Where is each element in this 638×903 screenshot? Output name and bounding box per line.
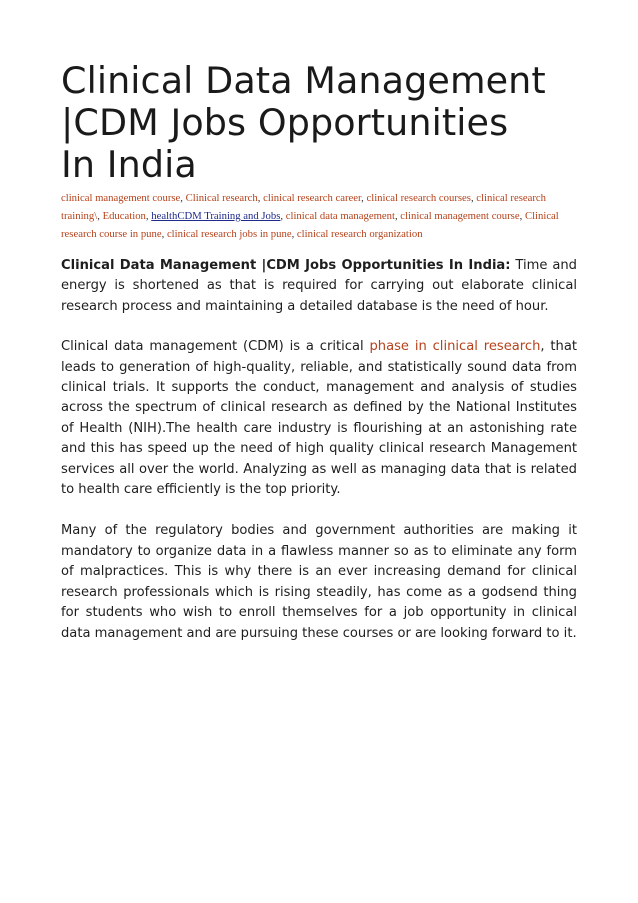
- cdm-paragraph: [61, 337, 577, 500]
- tag-link[interactable]: clinical research courses: [366, 192, 471, 204]
- tag-separator: ,: [257, 192, 264, 204]
- phase-in-clinical-research-link[interactable]: phase in clinical research: [369, 339, 541, 355]
- intro-heading: Clinical Data Management |CDM Jobs Opportunities In India:: [61, 258, 511, 273]
- tag-link[interactable]: clinical management course: [61, 192, 181, 204]
- tag-separator: ,: [180, 192, 186, 204]
- cdm-text-after: , that leads to generation of high-quality, reliable, and statistically sound data from clinical trials. It supports the conduct, management and analysis of studies across the spectrum of clinical research as defined by the National Institutes of Health (NIH).The health care industry is flourishing at an astonishing rate and this has speed up the need of high quality clinical research Management services all over the world. Analyzing as well as managing data that is related to health care efficiently is the top priority.: [61, 339, 577, 498]
- tag-link[interactable]: clinical management course: [400, 210, 520, 222]
- tag-link[interactable]: clinical data management: [285, 210, 395, 222]
- tag-link[interactable]: healthCDM Training and Jobs: [151, 210, 281, 222]
- cdm-text-before: Clinical data management (CDM) is a critical: [61, 339, 370, 355]
- tag-separator: ,: [470, 192, 477, 204]
- tag-separator: ,: [145, 210, 152, 222]
- regulatory-paragraph: Many of the regulatory bodies and government authorities are making it mandatory to organize data in a flawless manner so as to eliminate any form of malpractices. This is why there is an ever increasing demand for clinical research professionals which is rising steadily, has come as a godsend thing for students who wish to enroll themselves for a job opportunity in clinical data management and are pursuing these courses or are looking forward to it.: [61, 523, 577, 641]
- tag-link[interactable]: Clinical research course in pune: [61, 210, 559, 240]
- tag-separator: ,: [291, 228, 297, 240]
- tag-separator: ,: [97, 210, 103, 222]
- article-title-line-2: |CDM Jobs Opportunities: [61, 101, 509, 144]
- tag-separator: ,: [280, 210, 286, 222]
- tag-separator: ,: [161, 228, 167, 240]
- tag-separator: ,: [519, 210, 525, 222]
- article-title: [61, 60, 577, 186]
- intro-paragraph: [61, 256, 577, 317]
- tag-link[interactable]: clinical research training\: [61, 192, 547, 222]
- article-title-line-1: Clinical Data Management: [61, 59, 546, 102]
- tag-link[interactable]: Clinical research: [185, 192, 258, 204]
- tag-list: [61, 189, 577, 243]
- article: [61, 60, 577, 644]
- tag-link[interactable]: clinical research jobs in pune: [166, 228, 292, 240]
- tag-link[interactable]: clinical research career: [263, 192, 362, 204]
- article-title-line-3: In India: [61, 143, 197, 186]
- intro-text: Time and energy is shortened as that is required for carrying out elaborate clinical research process and maintaining a detailed database is the need of hour.: [61, 258, 577, 314]
- tag-link[interactable]: clinical research organization: [296, 228, 423, 240]
- tag-separator: ,: [361, 192, 367, 204]
- tag-link[interactable]: Education: [102, 210, 146, 222]
- tag-separator: ,: [394, 210, 401, 222]
